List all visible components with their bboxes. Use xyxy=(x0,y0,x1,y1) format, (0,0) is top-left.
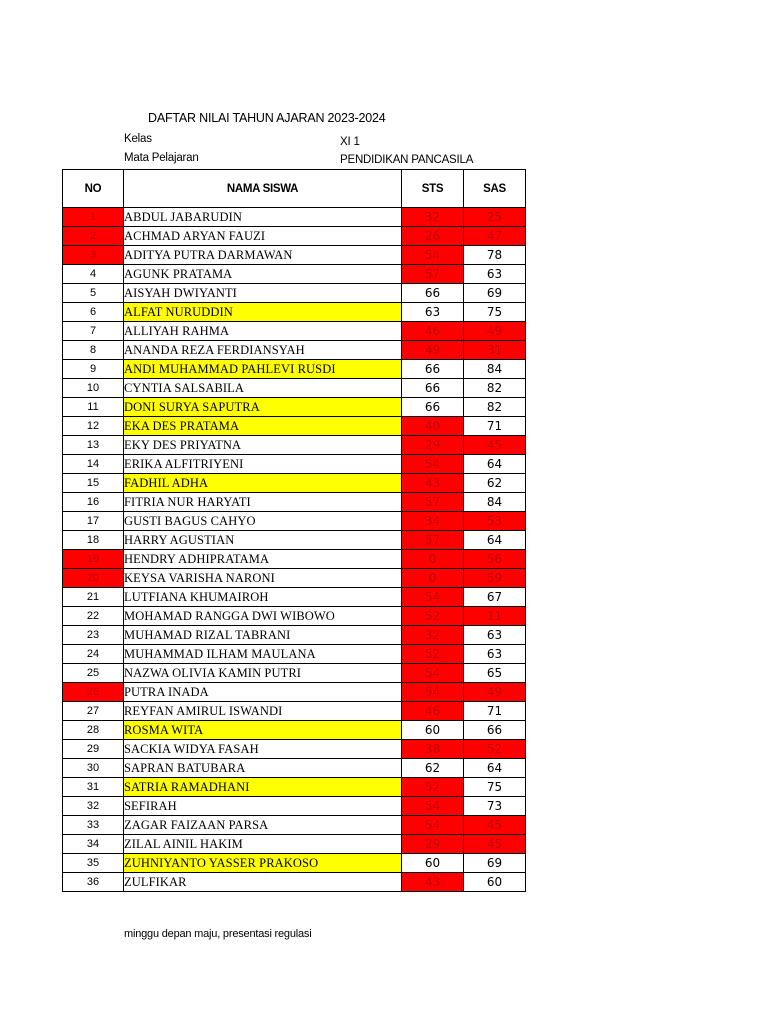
table-row xyxy=(63,246,526,265)
sts-score: 54 xyxy=(402,683,464,702)
sas-score: 78 xyxy=(464,246,526,265)
sas-score: 65 xyxy=(464,664,526,683)
row-number: 31 xyxy=(63,778,124,797)
table-row xyxy=(63,873,526,892)
sas-score: 69 xyxy=(464,284,526,303)
table-row xyxy=(63,455,526,474)
student-name: ZULFIKAR xyxy=(124,873,402,892)
student-name: MOHAMAD RANGGA DWI WIBOWO xyxy=(124,607,402,626)
student-name: LUTFIANA KHUMAIROH xyxy=(124,588,402,607)
table-row xyxy=(63,816,526,835)
sas-score: 45 xyxy=(464,816,526,835)
student-name: ANDI MUHAMMAD PAHLEVI RUSDI xyxy=(124,360,402,379)
row-number: 18 xyxy=(63,531,124,550)
student-name: EKA DES PRATAMA xyxy=(124,417,402,436)
sts-score: 29 xyxy=(402,835,464,854)
mapel-label: Mata Pelajaran xyxy=(124,152,199,164)
student-name: AGUNK PRATAMA xyxy=(124,265,402,284)
student-name: FITRIA NUR HARYATI xyxy=(124,493,402,512)
row-number: 33 xyxy=(63,816,124,835)
sts-score: 60 xyxy=(402,721,464,740)
table-row xyxy=(63,569,526,588)
row-number: 36 xyxy=(63,873,124,892)
grades-body xyxy=(63,208,526,892)
sas-score: 47 xyxy=(464,227,526,246)
sas-score: 63 xyxy=(464,645,526,664)
sts-score: 54 xyxy=(402,455,464,474)
sts-score: 57 xyxy=(402,531,464,550)
row-number: 7 xyxy=(63,322,124,341)
student-name: ROSMA WITA xyxy=(124,721,402,740)
row-number: 30 xyxy=(63,759,124,778)
footer-note: minggu depan maju, presentasi regulasi xyxy=(124,928,312,940)
sts-score: 54 xyxy=(402,664,464,683)
row-number: 2 xyxy=(63,227,124,246)
table-row xyxy=(63,550,526,569)
student-name: ERIKA ALFITRIYENI xyxy=(124,455,402,474)
sas-score: 45 xyxy=(464,835,526,854)
student-name: MUHAMMAD ILHAM MAULANA xyxy=(124,645,402,664)
sas-score: 64 xyxy=(464,531,526,550)
table-row xyxy=(63,474,526,493)
row-number: 14 xyxy=(63,455,124,474)
table-row xyxy=(63,740,526,759)
table-header-row xyxy=(63,170,526,208)
sas-score: 82 xyxy=(464,398,526,417)
sts-score: 52 xyxy=(402,607,464,626)
table-row xyxy=(63,360,526,379)
student-name: FADHIL ADHA xyxy=(124,474,402,493)
sts-score: 66 xyxy=(402,398,464,417)
sts-score: 32 xyxy=(402,626,464,645)
row-number: 10 xyxy=(63,379,124,398)
row-number: 25 xyxy=(63,664,124,683)
table-row xyxy=(63,512,526,531)
sas-score: 75 xyxy=(464,303,526,322)
table-row xyxy=(63,607,526,626)
row-number: 22 xyxy=(63,607,124,626)
sts-score: 54 xyxy=(402,816,464,835)
table-row xyxy=(63,721,526,740)
sts-score: 43 xyxy=(402,873,464,892)
row-number: 5 xyxy=(63,284,124,303)
student-name: ZAGAR FAIZAAN PARSA xyxy=(124,816,402,835)
sas-score: 53 xyxy=(464,512,526,531)
table-row xyxy=(63,417,526,436)
sas-score: 63 xyxy=(464,265,526,284)
student-name: ZILAL AINIL HAKIM xyxy=(124,835,402,854)
table-row xyxy=(63,854,526,873)
sas-score: 82 xyxy=(464,379,526,398)
row-number: 23 xyxy=(63,626,124,645)
student-name: ALLIYAH RAHMA xyxy=(124,322,402,341)
student-name: KEYSA VARISHA NARONI xyxy=(124,569,402,588)
sts-score: 52 xyxy=(402,778,464,797)
student-name: DONI SURYA SAPUTRA xyxy=(124,398,402,417)
row-number: 4 xyxy=(63,265,124,284)
sts-score: 32 xyxy=(402,208,464,227)
header-sas: SAS xyxy=(464,170,526,208)
sas-score: 63 xyxy=(464,626,526,645)
student-name: REYFAN AMIRUL ISWANDI xyxy=(124,702,402,721)
row-number: 26 xyxy=(63,683,124,702)
table-row xyxy=(63,588,526,607)
student-name: GUSTI BAGUS CAHYO xyxy=(124,512,402,531)
row-number: 28 xyxy=(63,721,124,740)
sts-score: 66 xyxy=(402,379,464,398)
table-row xyxy=(63,341,526,360)
sts-score: 66 xyxy=(402,360,464,379)
row-number: 15 xyxy=(63,474,124,493)
table-row xyxy=(63,531,526,550)
table-row xyxy=(63,626,526,645)
table-row xyxy=(63,683,526,702)
sas-score: 11 xyxy=(464,607,526,626)
table-row xyxy=(63,208,526,227)
sts-score: 57 xyxy=(402,493,464,512)
sas-score: 71 xyxy=(464,702,526,721)
sas-score: 84 xyxy=(464,360,526,379)
row-number: 29 xyxy=(63,740,124,759)
row-number: 17 xyxy=(63,512,124,531)
student-name: CYNTIA SALSABILA xyxy=(124,379,402,398)
sas-score: 49 xyxy=(464,683,526,702)
row-number: 12 xyxy=(63,417,124,436)
kelas-value: XI 1 xyxy=(340,136,360,148)
row-number: 6 xyxy=(63,303,124,322)
table-row xyxy=(63,835,526,854)
sts-score: 0 xyxy=(402,550,464,569)
row-number: 24 xyxy=(63,645,124,664)
sts-score: 26 xyxy=(402,227,464,246)
sts-score: 66 xyxy=(402,284,464,303)
table-row xyxy=(63,284,526,303)
sts-score: 52 xyxy=(402,645,464,664)
student-name: ADITYA PUTRA DARMAWAN xyxy=(124,246,402,265)
sts-score: 34 xyxy=(402,512,464,531)
header-sts: STS xyxy=(402,170,464,208)
table-row xyxy=(63,303,526,322)
table-row xyxy=(63,778,526,797)
sas-score: 64 xyxy=(464,455,526,474)
row-number: 27 xyxy=(63,702,124,721)
table-row xyxy=(63,436,526,455)
student-name: HENDRY ADHIPRATAMA xyxy=(124,550,402,569)
row-number: 11 xyxy=(63,398,124,417)
sas-score: 59 xyxy=(464,569,526,588)
grades-table xyxy=(62,169,526,892)
student-name: PUTRA INADA xyxy=(124,683,402,702)
sas-score: 66 xyxy=(464,721,526,740)
student-name: EKY DES PRIYATNA xyxy=(124,436,402,455)
row-number: 3 xyxy=(63,246,124,265)
sts-score: 63 xyxy=(402,303,464,322)
sts-score: 54 xyxy=(402,246,464,265)
row-number: 21 xyxy=(63,588,124,607)
student-name: ANANDA REZA FERDIANSYAH xyxy=(124,341,402,360)
sas-score: 60 xyxy=(464,873,526,892)
row-number: 8 xyxy=(63,341,124,360)
student-name: SATRIA RAMADHANI xyxy=(124,778,402,797)
row-number: 9 xyxy=(63,360,124,379)
sas-score: 25 xyxy=(464,208,526,227)
sts-score: 62 xyxy=(402,759,464,778)
sts-score: 49 xyxy=(402,341,464,360)
table-row xyxy=(63,759,526,778)
sas-score: 49 xyxy=(464,322,526,341)
table-row xyxy=(63,493,526,512)
student-name: NAZWA OLIVIA KAMIN PUTRI xyxy=(124,664,402,683)
table-row xyxy=(63,645,526,664)
student-name: SEFIRAH xyxy=(124,797,402,816)
kelas-label: Kelas xyxy=(124,133,152,145)
student-name: AISYAH DWIYANTI xyxy=(124,284,402,303)
header-nama: NAMA SISWA xyxy=(124,170,402,208)
sts-score: 46 xyxy=(402,702,464,721)
row-number: 20 xyxy=(63,569,124,588)
sas-score: 71 xyxy=(464,417,526,436)
sas-score: 64 xyxy=(464,759,526,778)
sas-score: 56 xyxy=(464,550,526,569)
row-number: 35 xyxy=(63,854,124,873)
mapel-value: PENDIDIKAN PANCASILA xyxy=(340,154,474,166)
row-number: 16 xyxy=(63,493,124,512)
document-title: DAFTAR NILAI TAHUN AJARAN 2023-2024 xyxy=(148,111,386,125)
sts-score: 0 xyxy=(402,569,464,588)
student-name: ZUHNIYANTO YASSER PRAKOSO xyxy=(124,854,402,873)
sas-score: 75 xyxy=(464,778,526,797)
table-row xyxy=(63,322,526,341)
sts-score: 29 xyxy=(402,436,464,455)
table-row xyxy=(63,398,526,417)
student-name: HARRY AGUSTIAN xyxy=(124,531,402,550)
sts-score: 43 xyxy=(402,474,464,493)
table-row xyxy=(63,664,526,683)
table-row xyxy=(63,379,526,398)
sas-score: 52 xyxy=(464,740,526,759)
sts-score: 57 xyxy=(402,265,464,284)
sts-score: 54 xyxy=(402,797,464,816)
header-no: NO xyxy=(63,170,124,208)
sas-score: 67 xyxy=(464,588,526,607)
sts-score: 46 xyxy=(402,322,464,341)
student-name: ABDUL JABARUDIN xyxy=(124,208,402,227)
row-number: 32 xyxy=(63,797,124,816)
student-name: ALFAT NURUDDIN xyxy=(124,303,402,322)
row-number: 34 xyxy=(63,835,124,854)
table-row xyxy=(63,227,526,246)
sas-score: 31 xyxy=(464,341,526,360)
student-name: SAPRAN BATUBARA xyxy=(124,759,402,778)
sas-score: 45 xyxy=(464,436,526,455)
table-row xyxy=(63,265,526,284)
sts-score: 40 xyxy=(402,417,464,436)
sas-score: 69 xyxy=(464,854,526,873)
sts-score: 54 xyxy=(402,588,464,607)
student-name: SACKIA WIDYA FASAH xyxy=(124,740,402,759)
table-row xyxy=(63,702,526,721)
row-number: 1 xyxy=(63,208,124,227)
student-name: MUHAMAD RIZAL TABRANI xyxy=(124,626,402,645)
table-row xyxy=(63,797,526,816)
row-number: 13 xyxy=(63,436,124,455)
row-number: 19 xyxy=(63,550,124,569)
sts-score: 38 xyxy=(402,740,464,759)
sas-score: 62 xyxy=(464,474,526,493)
student-name: ACHMAD ARYAN FAUZI xyxy=(124,227,402,246)
sts-score: 60 xyxy=(402,854,464,873)
sas-score: 84 xyxy=(464,493,526,512)
sas-score: 73 xyxy=(464,797,526,816)
